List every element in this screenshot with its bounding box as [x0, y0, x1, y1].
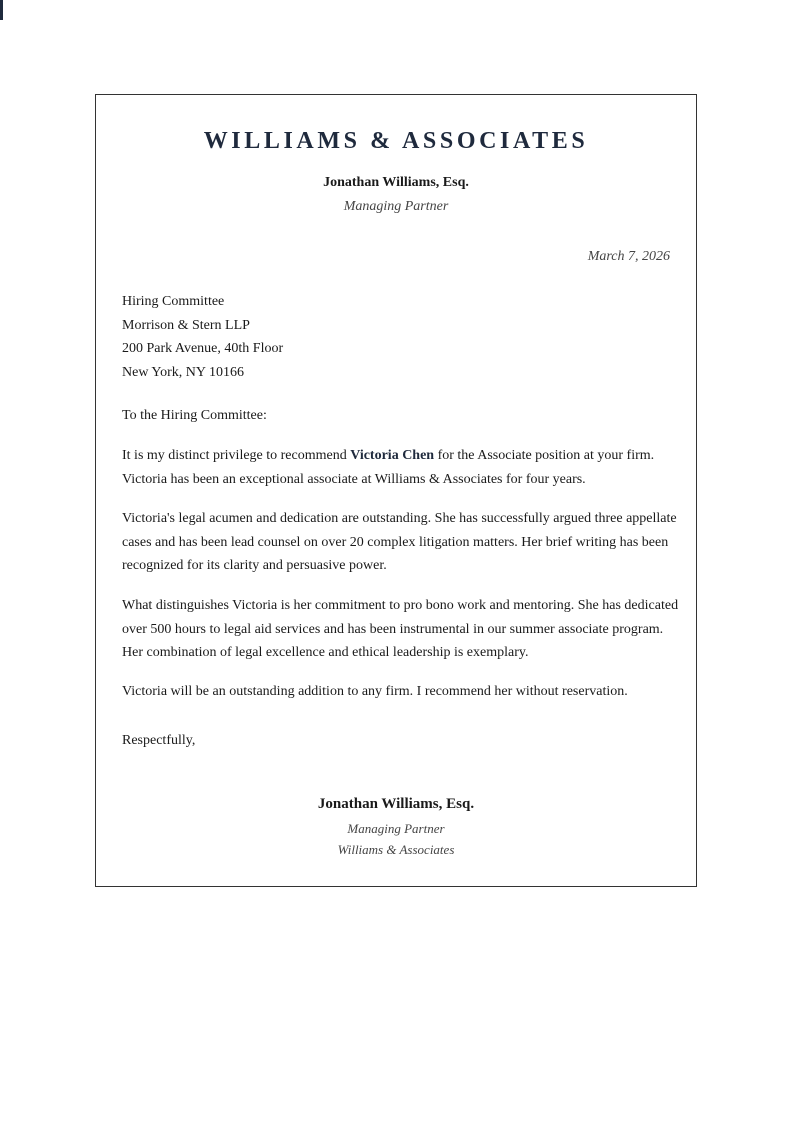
recipient-address: [122, 290, 283, 384]
body-paragraph-3: What distinguishes Victoria is her commitment to pro bono work and mentoring. She has dedicated over 500 hours to legal aid services and has been instrumental in our summer associate program. Her combination of legal excellence and ethical leadership is exemplary.: [122, 598, 679, 660]
body-paragraph-4: Victoria will be an outstanding addition to any firm. I recommend her without reservation.: [122, 684, 628, 699]
salutation: To the Hiring Committee:: [122, 408, 267, 423]
recipient-line-3: 200 Park Avenue, 40th Floor: [122, 341, 284, 356]
firm-name: WILLIAMS & ASSOCIATES: [203, 128, 589, 154]
sender-name: Jonathan Williams, Esq.: [323, 175, 469, 190]
sender-title: Managing Partner: [343, 199, 449, 214]
body-paragraph-2: Victoria's legal acumen and dedication are outstanding. She has successfully argued three appellate cases and has been lead counsel on over 20 complex litigation matters. Her brief writing has been recognized for its clarity and persuasive power.: [122, 511, 677, 573]
candidate-name: Victoria Chen: [350, 448, 435, 463]
recipient-line-1: Hiring Committee: [122, 294, 225, 309]
letter-date: March 7, 2026: [587, 249, 670, 264]
p1-text-before: It is my distinct privilege to recommend: [122, 448, 351, 463]
recipient-line-2: Morrison & Stern LLP: [122, 317, 250, 333]
recipient-line-4: New York, NY 10166: [122, 364, 244, 380]
signature-name: Jonathan Williams, Esq.: [317, 796, 475, 812]
body-paragraph-1: [122, 444, 682, 491]
p1-text-after: for the Associate position at your firm. Victoria has been an exceptional associate at Williams & Associates for four years.: [122, 448, 655, 487]
signature-title: Managing Partner: [347, 821, 445, 836]
signature-firm: Williams & Associates: [337, 842, 455, 857]
closing: Respectfully,: [122, 733, 196, 748]
recommendation-letter: [95, 94, 697, 887]
corner-mark: [0, 0, 3, 20]
